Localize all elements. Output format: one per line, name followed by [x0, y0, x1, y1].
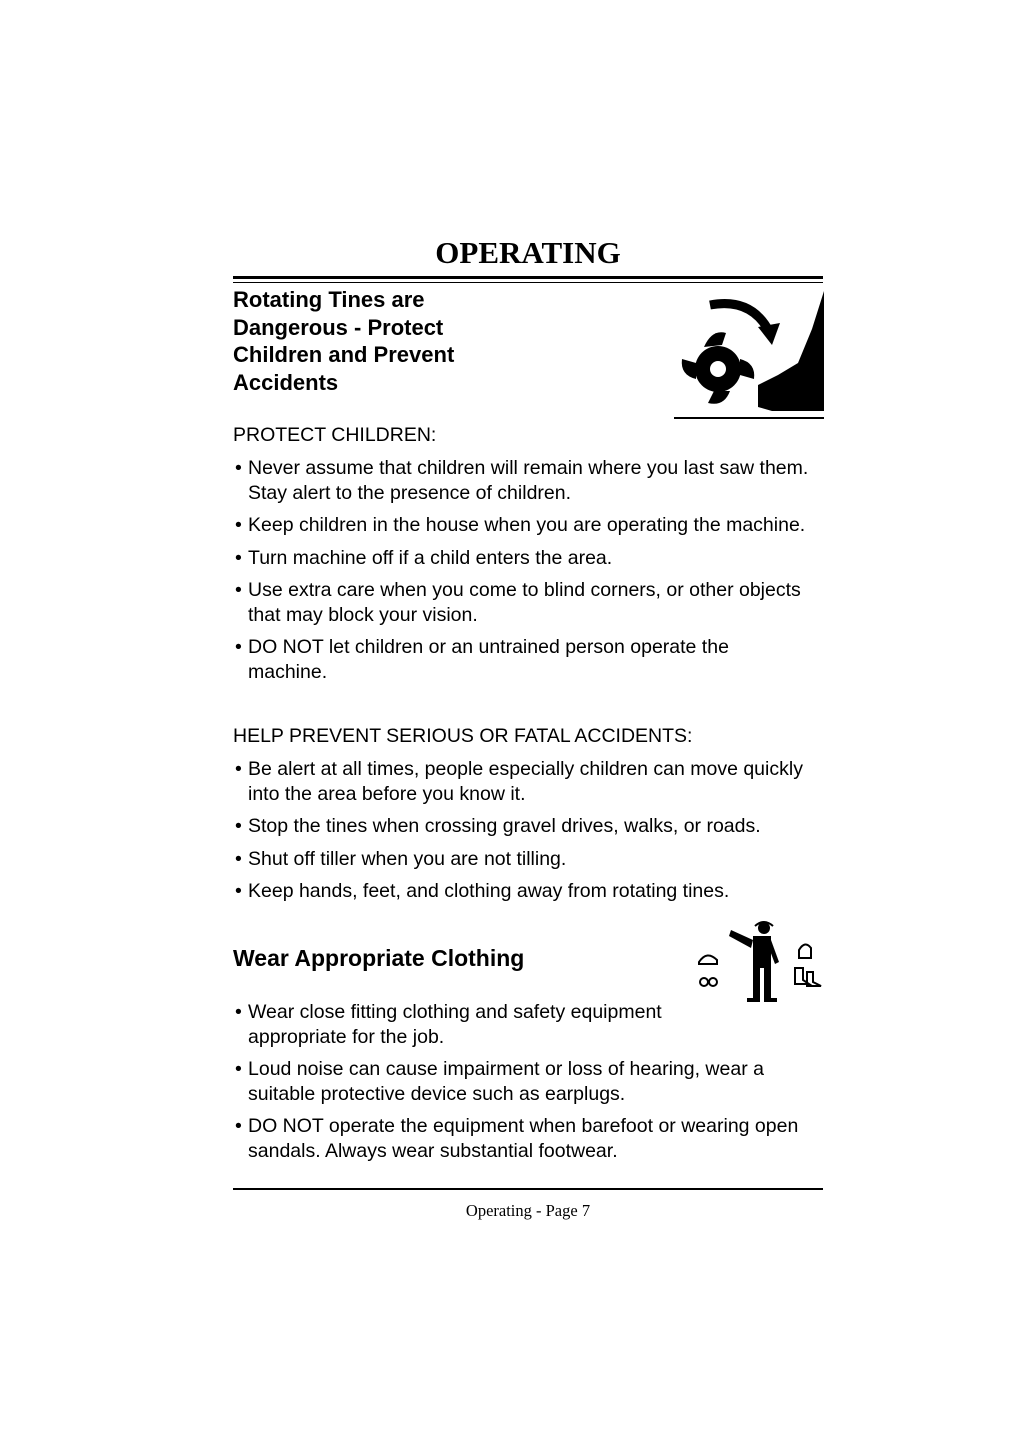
page-title: OPERATING: [435, 235, 621, 270]
prevent-accidents-label: HELP PREVENT SERIOUS OR FATAL ACCIDENTS:: [233, 725, 693, 747]
title-rule: [233, 276, 823, 279]
protective-clothing-icon: [695, 918, 825, 1006]
footer-rule: [233, 1188, 823, 1190]
clothing-heading: Wear Appropriate Clothing: [233, 945, 525, 971]
list-item: • Use extra care when you come to blind corners, or other objects that may block your vision.: [235, 579, 801, 626]
tines-heading: Rotating Tines are Dangerous - Protect Children and Prevent Accidents: [233, 287, 455, 395]
list-item: • Turn machine off if a child enters the area.: [235, 546, 613, 569]
list-item: • Shut off tiller when you are not tilling.: [235, 847, 567, 870]
rotating-tines-warning-icon: [674, 289, 824, 420]
protect-children-list: [233, 456, 813, 692]
list-item: • Be alert at all times, people especially children can move quickly into the area before you know it.: [235, 758, 803, 805]
list-item: • Stop the tines when crossing gravel drives, walks, or roads.: [235, 815, 761, 837]
list-item: • DO NOT operate the equipment when barefoot or wearing open sandals. Always wear substantial footwear.: [235, 1115, 799, 1162]
list-item: • Wear close fitting clothing and safety equipment appropriate for the job.: [235, 1001, 662, 1048]
protect-children-label: PROTECT CHILDREN:: [233, 424, 437, 446]
list-item: • Never assume that children will remain where you last saw them. Stay alert to the presence of children.: [235, 457, 809, 504]
list-item: • Keep hands, feet, and clothing away from rotating tines.: [235, 880, 730, 902]
prevent-accidents-list: [233, 757, 813, 912]
list-item: • Keep children in the house when you are operating the machine.: [235, 514, 806, 536]
list-item: • Loud noise can cause impairment or loss of hearing, wear a suitable protective device such as earplugs.: [235, 1058, 764, 1105]
page-footer: Operating - Page 7: [465, 1201, 591, 1220]
list-item: • DO NOT let children or an untrained person operate the machine.: [235, 636, 729, 683]
clothing-list: [233, 1000, 813, 1171]
title-rule-thin: [233, 282, 823, 283]
